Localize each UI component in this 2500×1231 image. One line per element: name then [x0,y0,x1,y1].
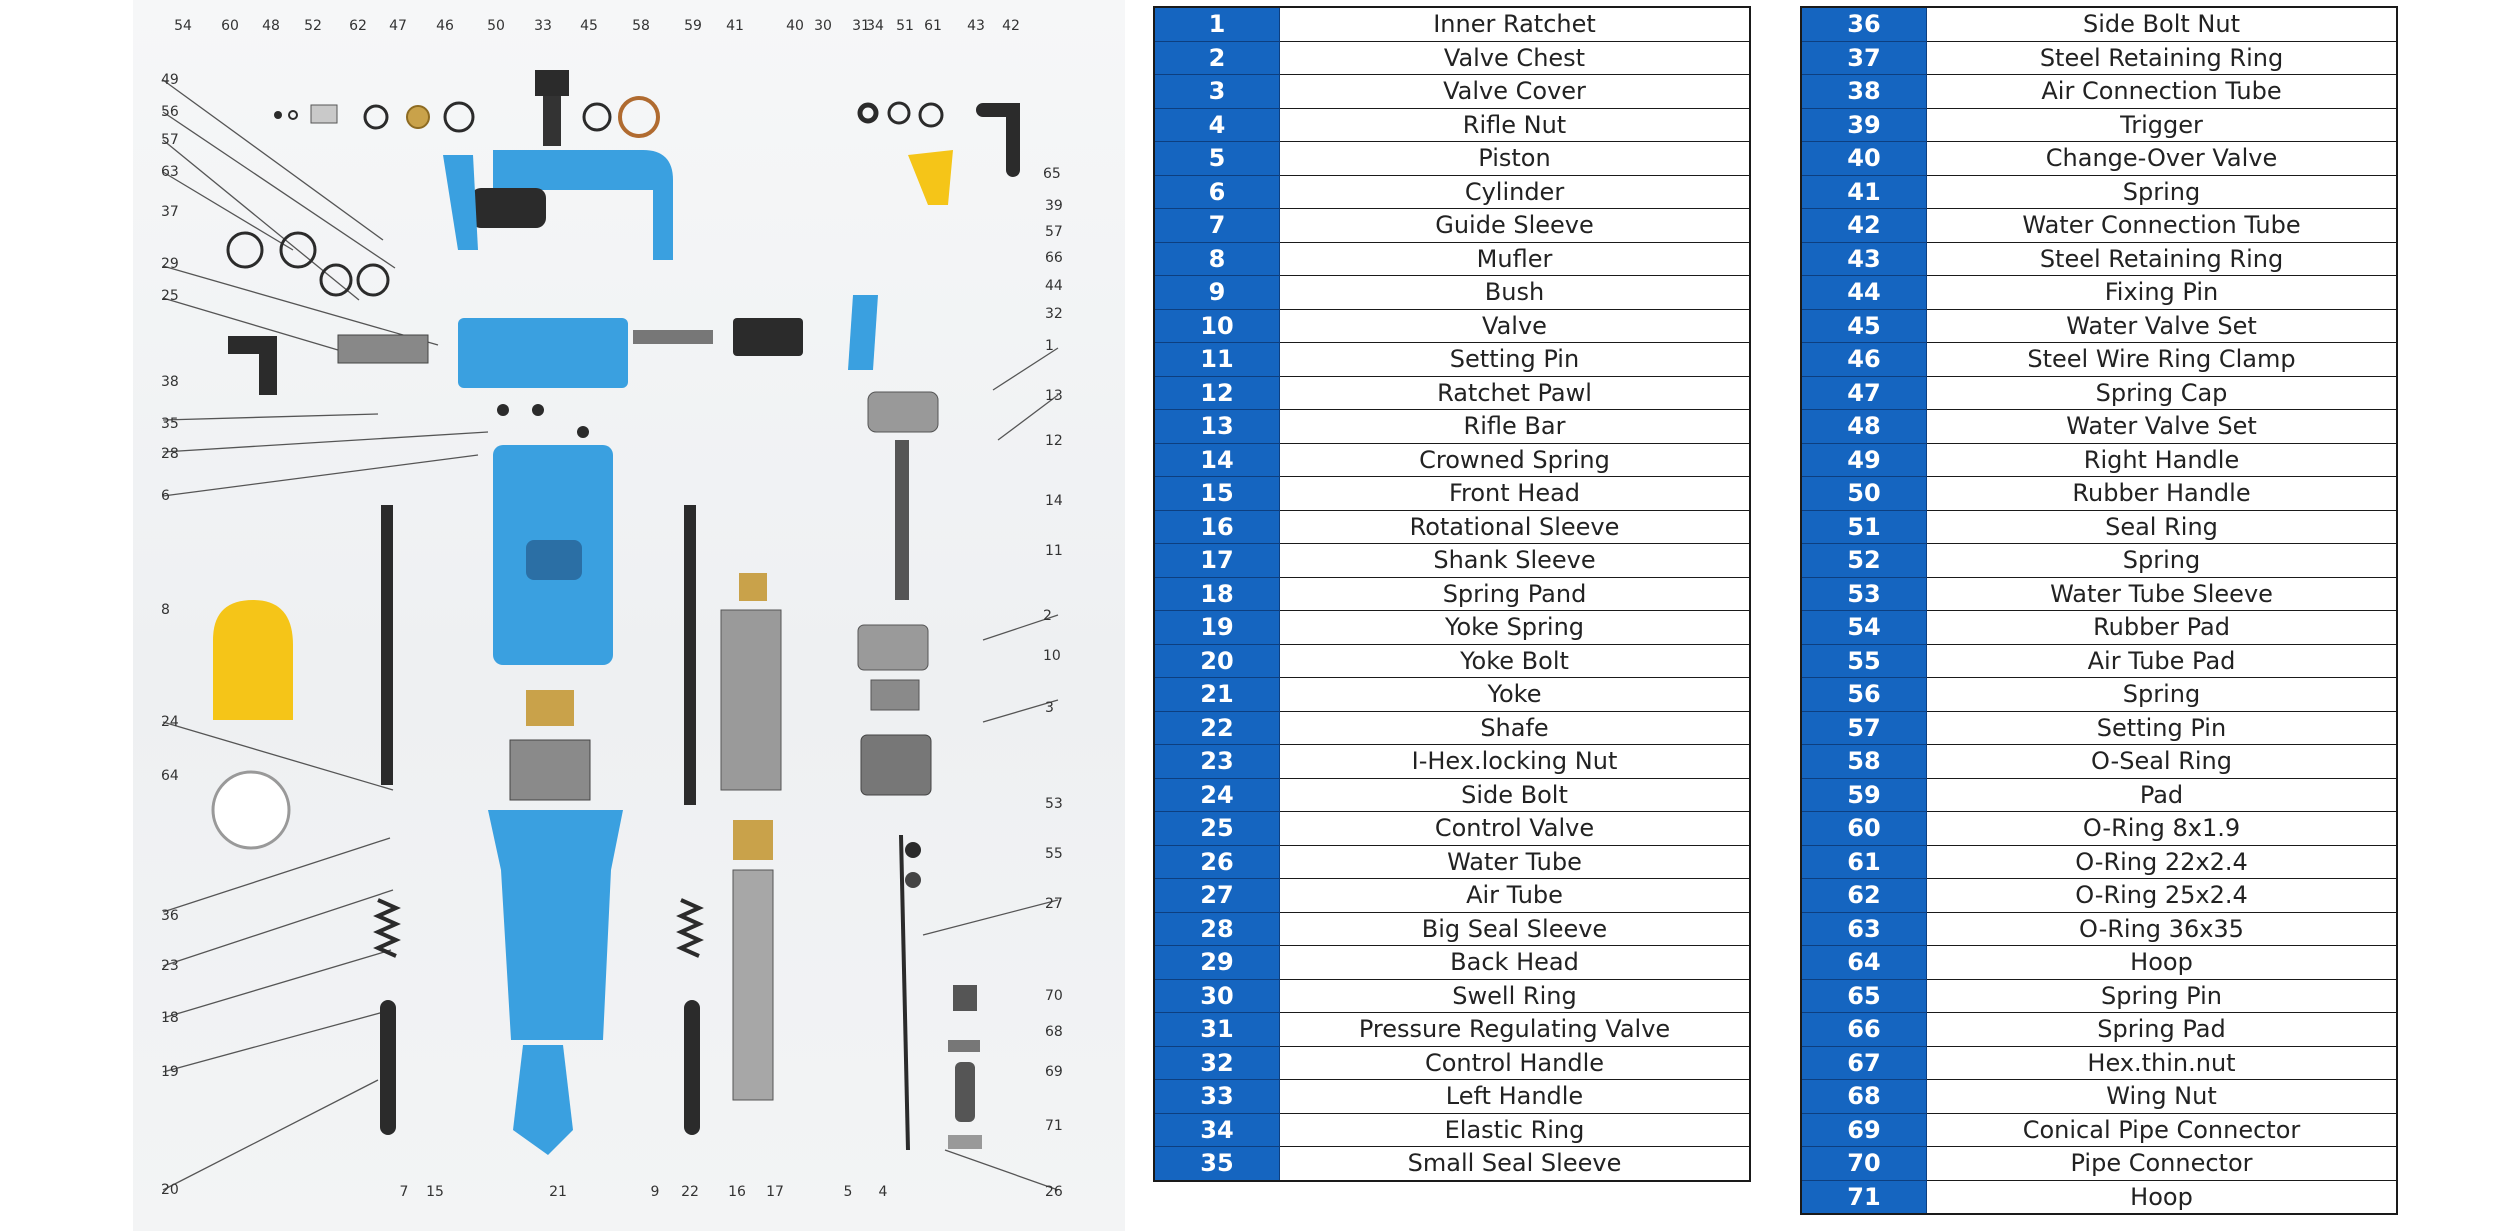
part-name: Hoop [1927,1180,2398,1214]
part-name: Guide Sleeve [1280,209,1751,243]
callout-number: 36 [161,908,179,924]
callout-number: 47 [389,18,407,34]
part-name: Change-Over Valve [1927,142,2398,176]
part-row [1801,912,2397,946]
part-number: 65 [1801,979,1927,1013]
callout-number: 57 [161,132,179,148]
part-number: 51 [1801,510,1927,544]
part-row [1154,812,1750,846]
callout-number: 59 [684,18,702,34]
part-name: O-Ring 8x1.9 [1927,812,2398,846]
callout-number: 50 [487,18,505,34]
callout-number: 35 [161,416,179,432]
part-number: 42 [1801,209,1927,243]
part-name: Control Handle [1280,1046,1751,1080]
callout-number: 26 [1045,1184,1063,1200]
part-row [1154,477,1750,511]
part-number: 22 [1154,711,1280,745]
part-number: 35 [1154,1147,1280,1181]
part-number: 15 [1154,477,1280,511]
part-row [1154,879,1750,913]
part-row [1801,510,2397,544]
callout-number: 13 [1045,388,1063,404]
part-name: Side Bolt [1280,778,1751,812]
part-row [1154,1013,1750,1047]
callout-number: 38 [161,374,179,390]
part-number: 4 [1154,108,1280,142]
part-row [1801,879,2397,913]
part-number: 34 [1154,1113,1280,1147]
part-number: 62 [1801,879,1927,913]
part-name: O-Ring 25x2.4 [1927,879,2398,913]
callout-number: 19 [161,1064,179,1080]
part-name: Spring Pand [1280,577,1751,611]
part-row [1801,443,2397,477]
part-row [1801,778,2397,812]
callout-number: 42 [1002,18,1020,34]
part-name: Spring Pad [1927,1013,2398,1047]
callout-number: 55 [1045,846,1063,862]
part-name: Fixing Pin [1927,276,2398,310]
part-row [1154,242,1750,276]
part-name: Conical Pipe Connector [1927,1113,2398,1147]
callout-number: 18 [161,1010,179,1026]
callout-number: 41 [726,18,744,34]
part-number: 56 [1801,678,1927,712]
callout-number: 69 [1045,1064,1063,1080]
part-name: Trigger [1927,108,2398,142]
part-name: Yoke Bolt [1280,644,1751,678]
part-row [1801,1046,2397,1080]
callout-number: 48 [262,18,280,34]
part-row [1154,1080,1750,1114]
callout-number: 15 [426,1184,444,1200]
part-row [1801,410,2397,444]
callout-number: 4 [878,1184,888,1200]
part-name: O-Seal Ring [1927,745,2398,779]
part-row [1801,41,2397,75]
part-name: Steel Retaining Ring [1927,242,2398,276]
part-number: 23 [1154,745,1280,779]
parts-table-left [1153,6,1751,1182]
callout-number: 49 [161,72,179,88]
part-row [1154,678,1750,712]
part-name: Mufler [1280,242,1751,276]
part-row [1801,1180,2397,1214]
part-number: 53 [1801,577,1927,611]
callout-number: 7 [399,1184,409,1200]
part-name: Piston [1280,142,1751,176]
part-row [1154,979,1750,1013]
parts-artwork [213,70,1013,1155]
callout-number: 12 [1045,433,1063,449]
part-name: Spring [1927,544,2398,578]
part-name: Crowned Spring [1280,443,1751,477]
part-name: Air Tube Pad [1927,644,2398,678]
callout-number: 20 [161,1182,179,1198]
part-row [1801,242,2397,276]
part-number: 29 [1154,946,1280,980]
part-name: I-Hex.locking Nut [1280,745,1751,779]
part-number: 30 [1154,979,1280,1013]
part-row [1154,1046,1750,1080]
part-row [1801,1013,2397,1047]
part-row [1801,7,2397,41]
part-number: 43 [1801,242,1927,276]
part-name: Yoke [1280,678,1751,712]
part-row [1154,41,1750,75]
part-number: 26 [1154,845,1280,879]
part-name: Seal Ring [1927,510,2398,544]
part-row [1154,209,1750,243]
part-number: 2 [1154,41,1280,75]
part-row [1154,309,1750,343]
part-row [1801,376,2397,410]
part-number: 41 [1801,175,1927,209]
part-name: Pressure Regulating Valve [1280,1013,1751,1047]
part-row [1801,845,2397,879]
callout-number: 70 [1045,988,1063,1004]
part-number: 14 [1154,443,1280,477]
callout-number: 51 [896,18,914,34]
part-row [1801,343,2397,377]
callout-number: 60 [221,18,239,34]
part-row [1801,711,2397,745]
part-number: 19 [1154,611,1280,645]
part-name: Steel Wire Ring Clamp [1927,343,2398,377]
part-row [1154,276,1750,310]
part-number: 66 [1801,1013,1927,1047]
part-row [1154,343,1750,377]
part-name: Hex.thin.nut [1927,1046,2398,1080]
callout-number: 29 [161,256,179,272]
part-row [1154,644,1750,678]
callout-number: 6 [161,488,170,504]
part-number: 68 [1801,1080,1927,1114]
part-name: Shafe [1280,711,1751,745]
part-row [1154,108,1750,142]
part-number: 38 [1801,75,1927,109]
part-name: Setting Pin [1927,711,2398,745]
part-name: Valve [1280,309,1751,343]
part-number: 31 [1154,1013,1280,1047]
callout-number: 57 [1045,224,1063,240]
callout-number: 34 [866,18,884,34]
part-row [1154,611,1750,645]
callout-number: 25 [161,288,179,304]
part-row [1801,644,2397,678]
part-name: Bush [1280,276,1751,310]
callout-number: 8 [161,602,170,618]
callout-number: 11 [1045,543,1063,559]
part-number: 57 [1801,711,1927,745]
part-number: 11 [1154,343,1280,377]
callout-number: 68 [1045,1024,1063,1040]
part-name: Front Head [1280,477,1751,511]
part-number: 70 [1801,1147,1927,1181]
part-name: Water Tube [1280,845,1751,879]
part-name: Shank Sleeve [1280,544,1751,578]
part-number: 61 [1801,845,1927,879]
callout-number: 31 [852,18,870,34]
callout-number: 10 [1043,648,1061,664]
part-number: 13 [1154,410,1280,444]
part-number: 24 [1154,778,1280,812]
part-name: Ratchet Pawl [1280,376,1751,410]
part-number: 67 [1801,1046,1927,1080]
part-row [1801,544,2397,578]
callout-number: 1 [1045,338,1054,354]
diagram-drawing [133,0,1125,1231]
part-name: Side Bolt Nut [1927,7,2398,41]
part-row [1154,544,1750,578]
part-name: Right Handle [1927,443,2398,477]
part-number: 1 [1154,7,1280,41]
part-name: O-Ring 36x35 [1927,912,2398,946]
part-row [1154,1113,1750,1147]
callout-number: 46 [436,18,454,34]
part-name: Yoke Spring [1280,611,1751,645]
part-number: 52 [1801,544,1927,578]
part-name: O-Ring 22x2.4 [1927,845,2398,879]
part-name: Pipe Connector [1927,1147,2398,1181]
part-number: 39 [1801,108,1927,142]
part-number: 7 [1154,209,1280,243]
part-name: Water Valve Set [1927,309,2398,343]
part-name: Rotational Sleeve [1280,510,1751,544]
part-row [1801,276,2397,310]
callout-number: 65 [1043,166,1061,182]
part-name: Spring Pin [1927,979,2398,1013]
part-row [1154,75,1750,109]
part-name: Control Valve [1280,812,1751,846]
callout-number: 5 [843,1184,853,1200]
part-name: Water Tube Sleeve [1927,577,2398,611]
part-row [1801,577,2397,611]
callout-number: 40 [786,18,804,34]
callout-number: 32 [1045,306,1063,322]
part-number: 36 [1801,7,1927,41]
part-name: Swell Ring [1280,979,1751,1013]
callout-number: 61 [924,18,942,34]
part-number: 27 [1154,879,1280,913]
part-name: Setting Pin [1280,343,1751,377]
part-name: Air Tube [1280,879,1751,913]
callout-number: 44 [1045,278,1063,294]
part-row [1801,979,2397,1013]
part-row [1801,1147,2397,1181]
part-number: 20 [1154,644,1280,678]
part-number: 12 [1154,376,1280,410]
part-row [1801,142,2397,176]
part-number: 40 [1801,142,1927,176]
part-name: Back Head [1280,946,1751,980]
callout-number: 71 [1045,1118,1063,1134]
part-name: Cylinder [1280,175,1751,209]
part-number: 9 [1154,276,1280,310]
part-row [1154,577,1750,611]
part-name: Left Handle [1280,1080,1751,1114]
callout-number: 43 [967,18,985,34]
part-name: Rubber Pad [1927,611,2398,645]
callout-number: 22 [681,1184,699,1200]
part-row [1154,745,1750,779]
callouts-left [161,72,179,1198]
callout-number: 9 [650,1184,660,1200]
part-number: 18 [1154,577,1280,611]
callout-number: 52 [304,18,322,34]
part-number: 32 [1154,1046,1280,1080]
part-name: Water Valve Set [1927,410,2398,444]
part-row [1801,611,2397,645]
part-row [1801,75,2397,109]
callout-number: 23 [161,958,179,974]
part-row [1801,477,2397,511]
part-name: Valve Cover [1280,75,1751,109]
callouts-right [1043,166,1063,1200]
callout-number: 66 [1045,250,1063,266]
part-name: Hoop [1927,946,2398,980]
part-name: Spring [1927,175,2398,209]
part-row [1801,745,2397,779]
part-number: 54 [1801,611,1927,645]
part-name: Spring [1927,678,2398,712]
part-row [1154,7,1750,41]
callout-number: 45 [580,18,598,34]
part-row [1801,678,2397,712]
part-number: 45 [1801,309,1927,343]
callout-number: 3 [1045,700,1054,716]
part-row [1801,1113,2397,1147]
part-name: Air Connection Tube [1927,75,2398,109]
part-number: 60 [1801,812,1927,846]
part-number: 44 [1801,276,1927,310]
callout-number: 33 [534,18,552,34]
callout-number: 27 [1045,896,1063,912]
callout-number: 17 [766,1184,784,1200]
callout-number: 62 [349,18,367,34]
part-number: 33 [1154,1080,1280,1114]
part-number: 50 [1801,477,1927,511]
part-name: Wing Nut [1927,1080,2398,1114]
part-row [1154,175,1750,209]
part-name: Steel Retaining Ring [1927,41,2398,75]
part-number: 28 [1154,912,1280,946]
part-name: Rifle Bar [1280,410,1751,444]
callout-number: 54 [174,18,192,34]
part-number: 55 [1801,644,1927,678]
part-number: 46 [1801,343,1927,377]
part-number: 49 [1801,443,1927,477]
part-row [1801,1080,2397,1114]
part-row [1154,711,1750,745]
callout-number: 53 [1045,796,1063,812]
part-number: 10 [1154,309,1280,343]
part-row [1154,376,1750,410]
callout-number: 2 [1043,608,1052,624]
part-number: 3 [1154,75,1280,109]
callout-number: 37 [161,204,179,220]
exploded-parts-diagram [133,0,1125,1231]
part-row [1154,912,1750,946]
callout-number: 21 [549,1184,567,1200]
part-row [1154,1147,1750,1181]
part-number: 25 [1154,812,1280,846]
part-name: Big Seal Sleeve [1280,912,1751,946]
part-row [1801,309,2397,343]
part-row [1154,410,1750,444]
part-row [1801,946,2397,980]
part-number: 37 [1801,41,1927,75]
callout-number: 58 [632,18,650,34]
part-number: 58 [1801,745,1927,779]
part-number: 17 [1154,544,1280,578]
part-row [1154,443,1750,477]
part-row [1801,108,2397,142]
part-row [1154,778,1750,812]
callouts-bottom [400,1184,888,1200]
callout-number: 39 [1045,198,1063,214]
part-name: Elastic Ring [1280,1113,1751,1147]
part-row [1801,812,2397,846]
part-number: 16 [1154,510,1280,544]
part-name: Rubber Handle [1927,477,2398,511]
part-number: 21 [1154,678,1280,712]
part-number: 8 [1154,242,1280,276]
parts-table-right [1800,6,2398,1215]
part-name: Small Seal Sleeve [1280,1147,1751,1181]
part-name: Water Connection Tube [1927,209,2398,243]
callout-number: 64 [161,768,179,784]
part-number: 47 [1801,376,1927,410]
part-name: Inner Ratchet [1280,7,1751,41]
callout-number: 16 [728,1184,746,1200]
part-number: 48 [1801,410,1927,444]
callout-number: 56 [161,104,179,120]
callout-number: 14 [1045,493,1063,509]
part-number: 69 [1801,1113,1927,1147]
part-row [1154,946,1750,980]
part-number: 64 [1801,946,1927,980]
part-row [1801,209,2397,243]
part-number: 71 [1801,1180,1927,1214]
part-row [1154,142,1750,176]
callout-number: 24 [161,714,179,730]
part-number: 59 [1801,778,1927,812]
callout-number: 63 [161,164,179,180]
part-number: 6 [1154,175,1280,209]
part-row [1154,510,1750,544]
part-number: 63 [1801,912,1927,946]
part-row [1154,845,1750,879]
part-name: Rifle Nut [1280,108,1751,142]
callout-number: 28 [161,446,179,462]
part-name: Valve Chest [1280,41,1751,75]
callout-number: 30 [814,18,832,34]
part-number: 5 [1154,142,1280,176]
part-name: Pad [1927,778,2398,812]
callouts-top [174,18,1020,34]
part-name: Spring Cap [1927,376,2398,410]
part-row [1801,175,2397,209]
